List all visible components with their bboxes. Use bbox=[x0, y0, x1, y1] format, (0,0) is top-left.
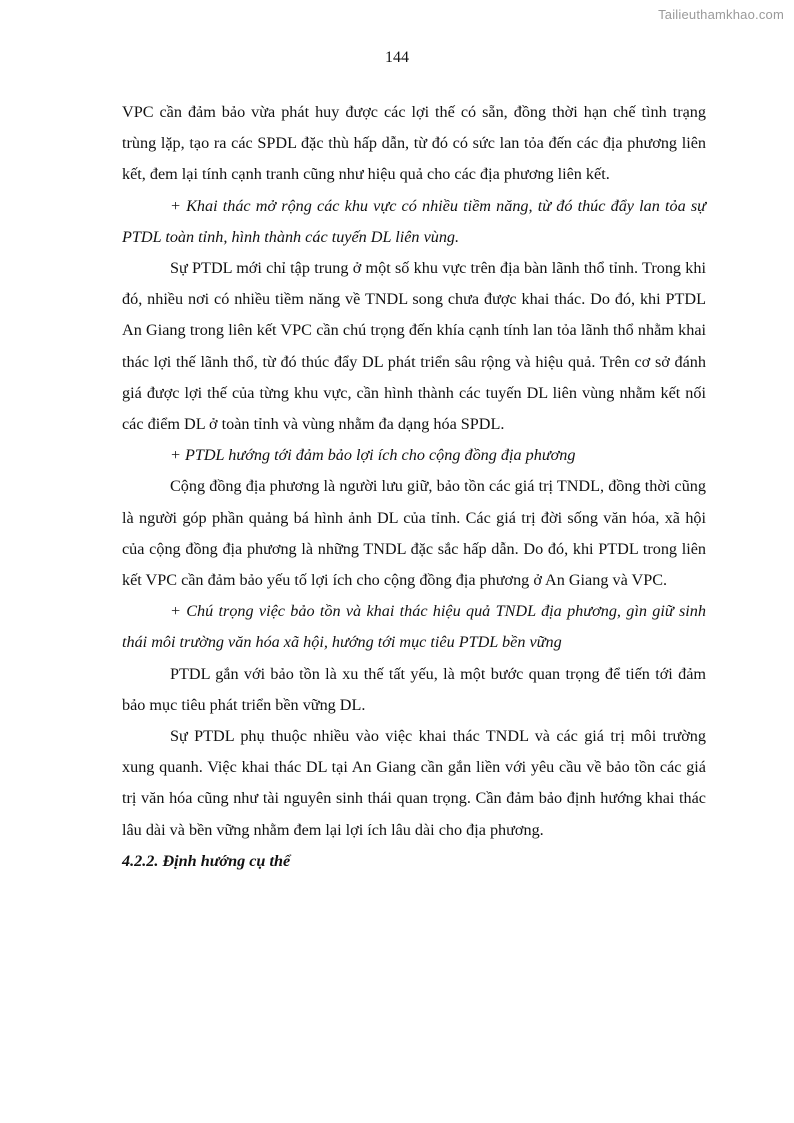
subheading-community-benefit: + PTDL hướng tới đảm bảo lợi ích cho cộng đồng địa phương bbox=[170, 446, 576, 465]
paragraph-community: Cộng đồng địa phương là người lưu giữ, bảo tồn các giá trị TNDL, đồng thời cũng là người góp phần quảng bá hình ảnh DL của tỉnh. Các giá trị đời sống văn hóa, xã hội của cộng đồng địa phương là những TNDL đặc sắc hấp dẫn. Do đó, khi PTDL trong liên kết VPC cần đảm bảo yếu tố lợi ích cho cộng đồng địa phương ở An Giang và VPC. bbox=[122, 477, 706, 590]
subheading-expand-areas: + Khai thác mở rộng các khu vực có nhiều tiềm năng, từ đó thúc đẩy lan tỏa sự PTDL toàn tỉnh, hình thành các tuyến DL liên vùng. bbox=[122, 196, 706, 246]
watermark: Tailieuthamkhao.com bbox=[658, 7, 784, 22]
paragraph-conservation-trend: PTDL gắn với bảo tồn là xu thế tất yếu, là một bước quan trọng để tiến tới đảm bảo mục tiêu phát triển bền vững DL. bbox=[122, 664, 706, 714]
subheading-conservation: + Chú trọng việc bảo tồn và khai thác hiệu quả TNDL địa phương, gìn giữ sinh thái môi trường văn hóa xã hội, hướng tới mục tiêu PTDL bền vững bbox=[122, 602, 706, 652]
paragraph-resource-dependence: Sự PTDL phụ thuộc nhiều vào việc khai thác TNDL và các giá trị môi trường xung quanh. Việc khai thác DL tại An Giang cần gắn liền với yêu cầu về bảo tồn các giá trị văn hóa cũng như tài nguyên sinh thái quan trọng. Cần đảm bảo định hướng khai thác lâu dài và bền vững nhằm đem lại lợi ích lâu dài cho địa phương. bbox=[122, 727, 706, 839]
paragraph-continuation: VPC cần đảm bảo vừa phát huy được các lợi thế có sẵn, đồng thời hạn chế tình trạng trùng lặp, tạo ra các SPDL đặc thù hấp dẫn, từ đó có sức lan tỏa đến các địa phương liên kết, đem lại tính cạnh tranh cũng như hiệu quả cho các địa phương liên kết. bbox=[122, 103, 706, 184]
section-heading: 4.2.2. Định hướng cụ thể bbox=[122, 851, 291, 870]
page-number: 144 bbox=[385, 49, 409, 66]
paragraph-territorial-spread: Sự PTDL mới chỉ tập trung ở một số khu vực trên địa bàn lãnh thổ tỉnh. Trong khi đó, nhiều nơi có nhiều tiềm năng về TNDL song chưa được khai thác. Do đó, khi PTDL An Giang trong liên kết VPC cần chú trọng đến khía cạnh tính lan tỏa lãnh thổ nhằm khai thác lợi thế lãnh thổ, từ đó thúc đẩy DL phát triển sâu rộng và hiệu quả. Trên cơ sở đánh giá được lợi thế của từng khu vực, cần hình thành các tuyến DL liên vùng nhằm kết nối các điểm DL ở toàn tỉnh và vùng nhằm đa dạng hóa SPDL. bbox=[122, 259, 706, 434]
page-body bbox=[122, 97, 706, 877]
